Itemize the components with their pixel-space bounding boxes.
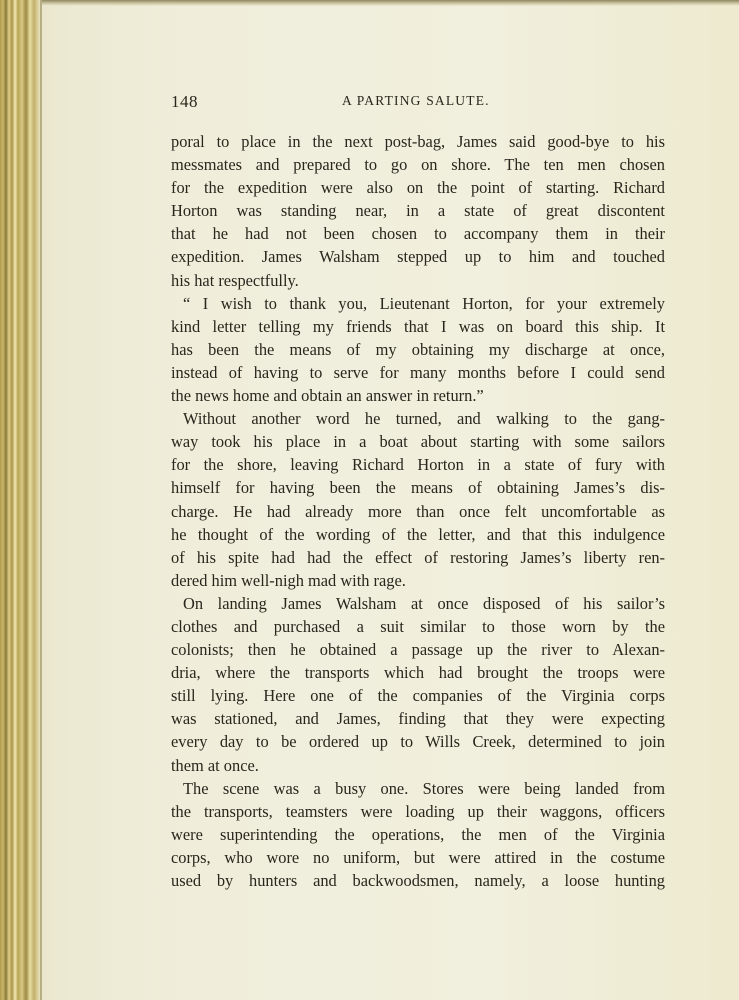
- text-line: the news home and obtain an answer in return.”: [171, 386, 484, 406]
- text-line: his hat respectfully.: [171, 270, 299, 290]
- text-line: colonists; then he obtained a passage up the river to Alexan-: [171, 640, 665, 660]
- text-line: that he had not been chosen to accompany them in their: [171, 224, 665, 244]
- text-line: The scene was a busy one. Stores were being landed from: [183, 778, 665, 798]
- text-line: dria, where the transports which had brought the troops were: [171, 663, 665, 683]
- text-line: instead of having to serve for many months before I could send: [171, 362, 665, 382]
- text-line: of his spite had had the effect of restoring James’s liberty ren-: [171, 547, 665, 567]
- text-line: On landing James Walsham at once disposed of his sailor’s: [183, 593, 665, 613]
- text-line: for the shore, leaving Richard Horton in a state of fury with: [171, 455, 665, 475]
- running-title: A PARTING SALUTE.: [342, 93, 490, 108]
- text-line: kind letter telling my friends that I was on board this ship. It: [171, 316, 665, 336]
- text-line: dered him well-nigh mad with rage.: [171, 570, 406, 590]
- text-line: used by hunters and backwoodsmen, namely, a loose hunting: [171, 871, 665, 890]
- text-line: way took his place in a boat about starting with some sailors: [171, 432, 665, 452]
- text-line: Without another word he turned, and walking to the gang-: [183, 409, 665, 429]
- text-line: charge. He had already more than once felt uncomfortable as: [171, 501, 665, 521]
- text-line: corps, who wore no uniform, but were attired in the costume: [171, 847, 665, 867]
- text-line: he thought of the wording of the letter, and that this indulgence: [171, 524, 665, 544]
- text-line: has been the means of my obtaining my discharge at once,: [171, 339, 665, 359]
- text-line: still lying. Here one of the companies of the Virginia corps: [171, 686, 665, 706]
- page-content: [171, 92, 665, 892]
- text-line: expedition. James Walsham stepped up to him and touched: [171, 247, 665, 267]
- text-line: them at once.: [171, 755, 259, 775]
- running-head: [171, 92, 665, 116]
- text-line: was stationed, and James, finding that they were expecting: [171, 709, 665, 729]
- text-line: messmates and prepared to go on shore. The ten men chosen: [171, 155, 665, 175]
- text-line: were superintending the operations, the men of the Virginia: [171, 824, 665, 844]
- book-spine-gutter: [0, 0, 40, 1000]
- text-line: clothes and purchased a suit similar to those worn by the: [171, 616, 665, 636]
- page-edge-line: [40, 0, 42, 1000]
- text-line: himself for having been the means of obtaining James’s dis-: [171, 478, 665, 498]
- text-line: every day to be ordered up to Wills Creek, determined to join: [171, 732, 665, 752]
- text-line: for the expedition were also on the point of starting. Richard: [171, 178, 665, 198]
- page-top-shadow: [42, 0, 739, 6]
- text-line: Horton was standing near, in a state of great discontent: [171, 201, 665, 221]
- page-number: 148: [171, 92, 198, 111]
- text-line: poral to place in the next post-bag, James said good-bye to his: [171, 132, 665, 151]
- text-line: “ I wish to thank you, Lieutenant Horton, for your extremely: [183, 293, 665, 313]
- body-text: [171, 130, 665, 892]
- text-line: the transports, teamsters were loading up their waggons, officers: [171, 801, 665, 821]
